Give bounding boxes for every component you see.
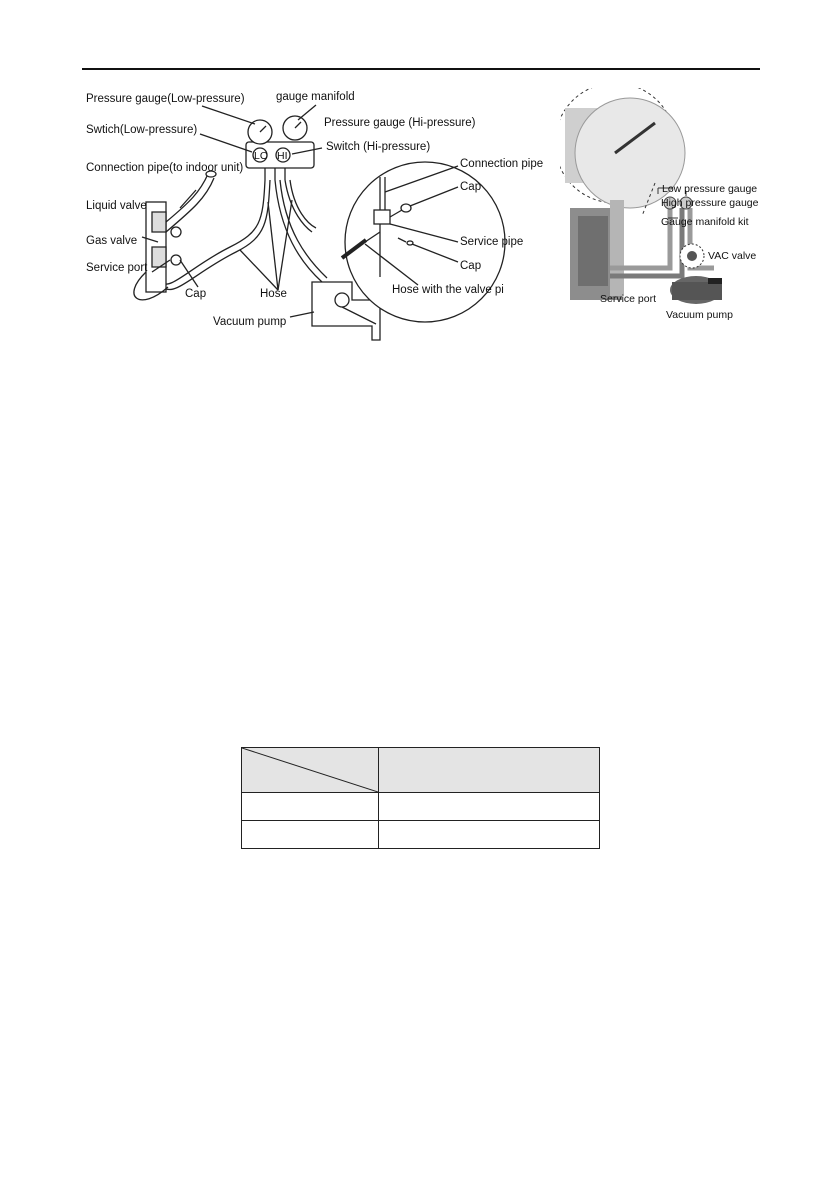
table-cell: [242, 793, 379, 821]
table-header-cell: [379, 748, 600, 793]
label-liquid-valve: Liquid valve: [86, 200, 147, 212]
label-low-pressure-gauge: Low pressure gauge: [662, 183, 758, 195]
gauge-manifold-kit-photo: [560, 88, 770, 338]
label-switch-low: Swtich(Low-pressure): [86, 124, 198, 136]
table-cell: [379, 821, 600, 849]
label-lo-mark: LO: [254, 150, 269, 162]
label-hose: Hose: [260, 288, 287, 300]
label-vac-valve: VAC valve: [708, 250, 757, 262]
table-cell: [379, 793, 600, 821]
label-pressure-gauge-high: Pressure gauge (Hi-pressure): [324, 117, 476, 129]
label-hi-mark: HI: [277, 150, 288, 162]
label-service-port: Service port: [86, 262, 148, 274]
label-high-pressure-gauge: High pressure gauge: [661, 197, 759, 209]
table-header-row: [242, 748, 600, 793]
gauge-manifold-diagram: [80, 82, 550, 347]
label-gauge-manifold: gauge manifold: [276, 91, 355, 103]
specification-table: [241, 747, 600, 849]
label-vacuum-pump: Vacuum pump: [666, 309, 733, 321]
label-cap-top: Cap: [460, 181, 482, 193]
label-connection-pipe: Connection pipe: [460, 158, 544, 170]
label-pressure-gauge-low: Pressure gauge(Low-pressure): [86, 93, 245, 105]
label-gauge-manifold-kit: Gauge manifold kit: [661, 216, 749, 228]
table-cell: [242, 821, 379, 849]
label-switch-high: Switch (Hi-pressure): [326, 141, 431, 153]
table-row: [242, 821, 600, 849]
diagonal-divider: [242, 748, 378, 792]
label-service-pipe: Service pipe: [460, 236, 524, 248]
gauge-manifold-drawing: [80, 82, 550, 347]
table-row: [242, 793, 600, 821]
label-service-port: Service port: [600, 293, 657, 305]
label-cap-bottom: Cap: [460, 260, 482, 272]
header-rule: [82, 68, 760, 70]
label-connection-pipe-indoor: Connection pipe(to indoor unit): [86, 162, 244, 174]
label-hose-with-valve-pin: Hose with the valve pi: [392, 284, 504, 296]
gauge-manifold-kit-drawing: [560, 88, 770, 338]
label-cap-left: Cap: [185, 288, 207, 300]
label-vacuum-pump: Vacuum pump: [213, 316, 287, 328]
label-gas-valve: Gas valve: [86, 235, 138, 247]
table-corner-cell: [242, 748, 379, 793]
